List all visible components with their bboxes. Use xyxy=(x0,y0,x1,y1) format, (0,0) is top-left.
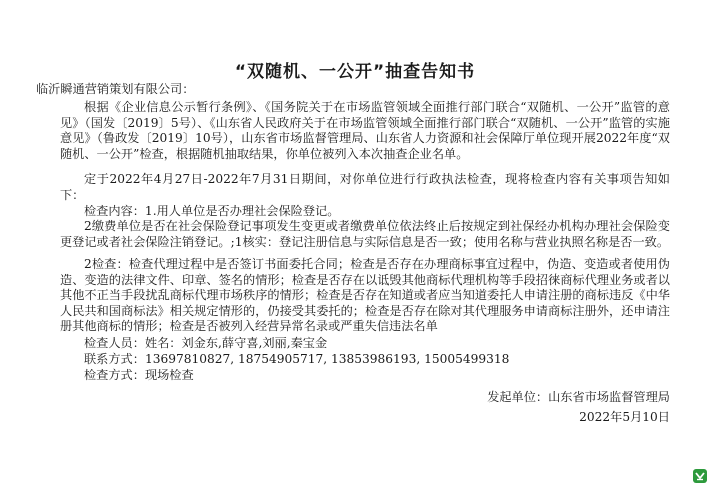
issuer-value: 山东省市场监督管理局 xyxy=(548,390,670,404)
recipient-line: 临沂瞬通营销策划有限公司： xyxy=(36,82,195,96)
method-value: 现场检查 xyxy=(144,368,194,382)
notice-title: “双随机、一公开”抽查告知书 xyxy=(234,62,476,82)
inspectors-value: 姓名：刘金东,薛守喜,刘丽,秦宝金 xyxy=(144,336,328,350)
inspectors-row xyxy=(84,336,327,351)
method-row xyxy=(84,368,194,383)
basis-paragraph: 根据《企业信息公示暂行条例》、《国务院关于在市场监管领域全面推行部门联合“双随机、一公开”监管的意见》（国发〔2019〕5号）、《山东省人民政府关于在市场监管领域全面推行部门联合“双随机、一公开”监管的实施意见》（鲁政发〔2019〕10号），山东省市场监督管理局、山东省人力资源和社会保障厅单位现开展2022年度“双随机、一公开”检查，根据随机抽取结果，你单位被列入本次抽查企业名单。 xyxy=(60,100,670,161)
period-paragraph: 定于2022年4月27日-2022年7月31日期间，对你单位进行行政执法检查，现将检查内容有关事项告知如下： xyxy=(60,172,670,202)
inspection-item-1: 检查内容：1.用人单位是否办理社会保险登记。 xyxy=(84,204,340,218)
inspection-item-2: 2缴费单位是否在社会保险登记事项发生变更或者缴费单位依法终止后按规定到社保经办机构办理社会保险变更登记或者社会保险注销登记。;1核实：登记注册信息与实际信息是否一致；使用名称与营业执照名称是否一致。 xyxy=(60,219,670,249)
inspection-item-3: 2检查：检查代理过程中是否签订书面委托合同；检查是否存在办理商标事宜过程中，伪造、变造或者使用伪造、变造的法律文件、印章、签名的情形；检查是否存在以诋毁其他商标代理机构等手段招徕商标代理业务或者以其他不正当手段扰乱商标代理市场秩序的情形；检查是否存在知道或者应当知道委托人申请注册的商标违反《中华人民共和国商标法》相关规定情形的，仍接受其委托的；检查是否存在除对其代理服务申请商标注册外，还申请注册其他商标的情形；检查是否被列入经营异常名录或严重失信违法名单 xyxy=(60,257,670,333)
method-label: 检查方式： xyxy=(84,368,145,382)
check-badge-icon[interactable] xyxy=(693,469,707,483)
issue-date: 2022年5月10日 xyxy=(579,410,670,424)
issuer-row xyxy=(487,390,670,405)
contact-row xyxy=(84,352,509,367)
issuer-label: 发起单位： xyxy=(487,390,549,404)
contact-value: 13697810827, 18754905717, 13853986193, 15005499318 xyxy=(144,352,510,366)
inspectors-label: 检查人员： xyxy=(84,336,145,350)
contact-label: 联系方式： xyxy=(84,352,145,366)
